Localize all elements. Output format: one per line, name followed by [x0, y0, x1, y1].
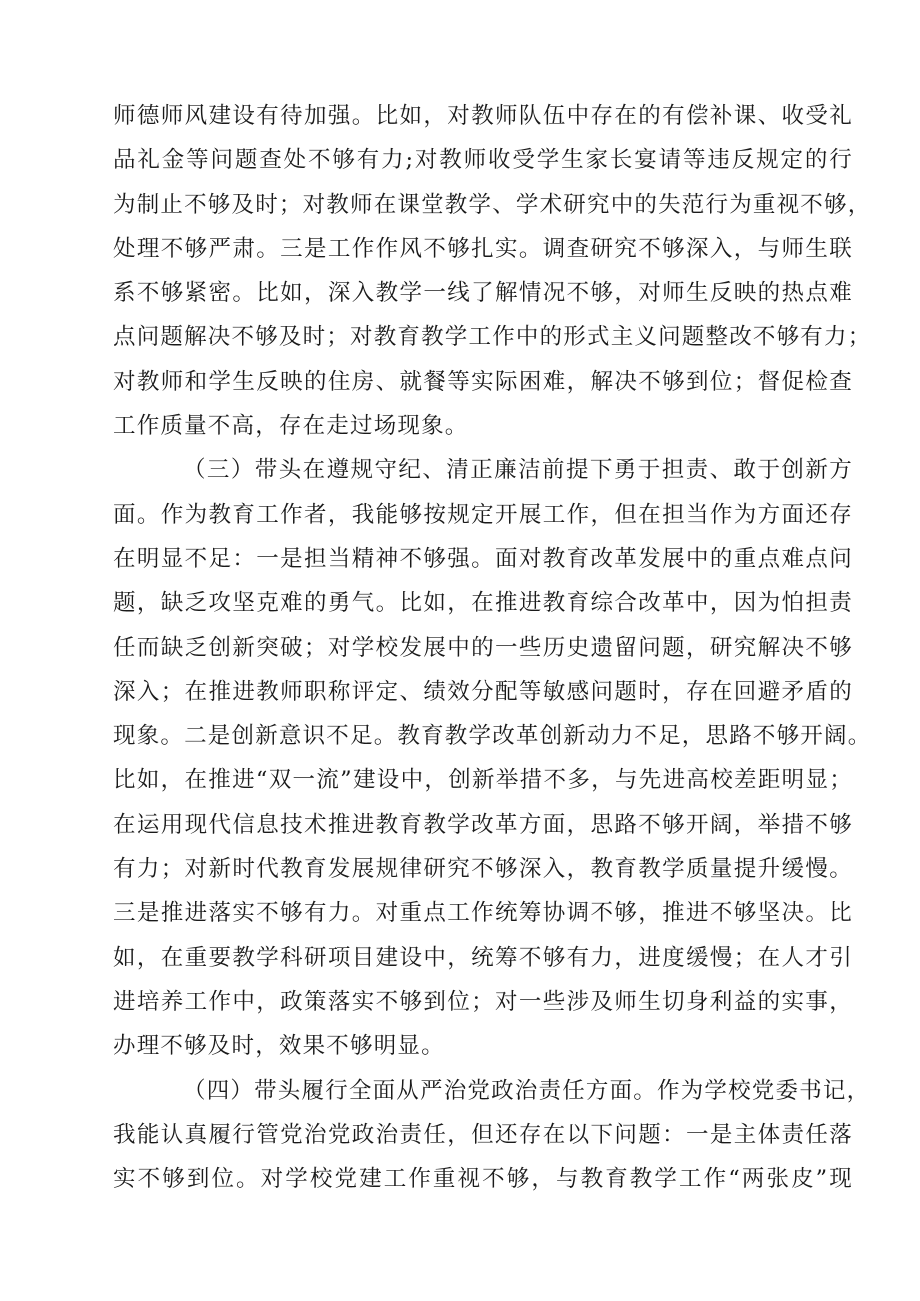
text-line: 我能认真履行管党治党政治责任，但还存在以下问题：一是主体责任落 [113, 1121, 853, 1148]
text-line: 师德师风建设有待加强。比如，对教师队伍中存在的有偿补课、收受礼 [113, 103, 853, 129]
text-line: 比如，在推进“双一流”建设中，创新举措不多，与先进高校差距明显； [113, 767, 853, 794]
text-line: 在明显不足：一是担当精神不够强。面对教育改革发展中的重点难点问 [113, 545, 853, 572]
section-heading-line: （三）带头在遵规守纪、清正廉洁前提下勇于担责、敢于创新方 [183, 457, 853, 484]
text-line: 有力；对新时代教育发展规律研究不够深入，教育教学质量提升缓慢。 [113, 856, 853, 883]
text-line: 任而缺乏创新突破；对学校发展中的一些历史遗留问题，研究解决不够 [113, 634, 853, 661]
text-line: 进培养工作中，政策落实不够到位；对一些涉及师生切身利益的实事， [113, 988, 853, 1015]
section-heading-line: （四）带头履行全面从严治党政治责任方面。作为学校党委书记， [183, 1077, 871, 1104]
text-line: 现象。二是创新意识不足。教育教学改革创新动力不足，思路不够开阔。 [113, 723, 872, 750]
text-line: 如，在重要教学科研项目建设中，统筹不够有力，进度缓慢；在人才引 [113, 944, 853, 971]
text-line: 办理不够及时，效果不够明显。 [113, 1033, 445, 1060]
body-text [113, 94, 872, 1201]
text-line: 系不够紧密。比如，深入教学一线了解情况不够，对师生反映的热点难 [113, 280, 853, 307]
text-line: 工作质量不高，存在走过场现象。 [113, 413, 469, 440]
text-line: 为制止不够及时；对教师在课堂教学、学术研究中的失范行为重视不够， [113, 191, 872, 218]
text-line: 品礼金等问题查处不够有力;对教师收受学生家长宴请等违反规定的行 [113, 147, 853, 174]
text-line: 实不够到位。对学校党建工作重视不够，与教育教学工作“两张皮”现 [113, 1166, 853, 1193]
text-line: 在运用现代信息技术推进教育教学改革方面，思路不够开阔，举措不够 [113, 811, 853, 838]
text-line: 三是推进落实不够有力。对重点工作统筹协调不够，推进不够坚决。比 [113, 900, 853, 927]
text-line: 面。作为教育工作者，我能够按规定开展工作，但在担当作为方面还存 [113, 501, 853, 528]
text-line: 题，缺乏攻坚克难的勇气。比如，在推进教育综合改革中，因为怕担责 [113, 590, 853, 617]
text-line: 点问题解决不够及时；对教育教学工作中的形式主义问题整改不够有力； [113, 324, 872, 351]
text-line: 对教师和学生反映的住房、就餐等实际困难，解决不够到位；督促检查 [113, 368, 853, 395]
text-line: 深入；在推进教师职称评定、绩效分配等敏感问题时，存在回避矛盾的 [113, 678, 853, 705]
text-line: 处理不够严肃。三是工作作风不够扎实。调查研究不够深入，与师生联 [113, 235, 853, 262]
